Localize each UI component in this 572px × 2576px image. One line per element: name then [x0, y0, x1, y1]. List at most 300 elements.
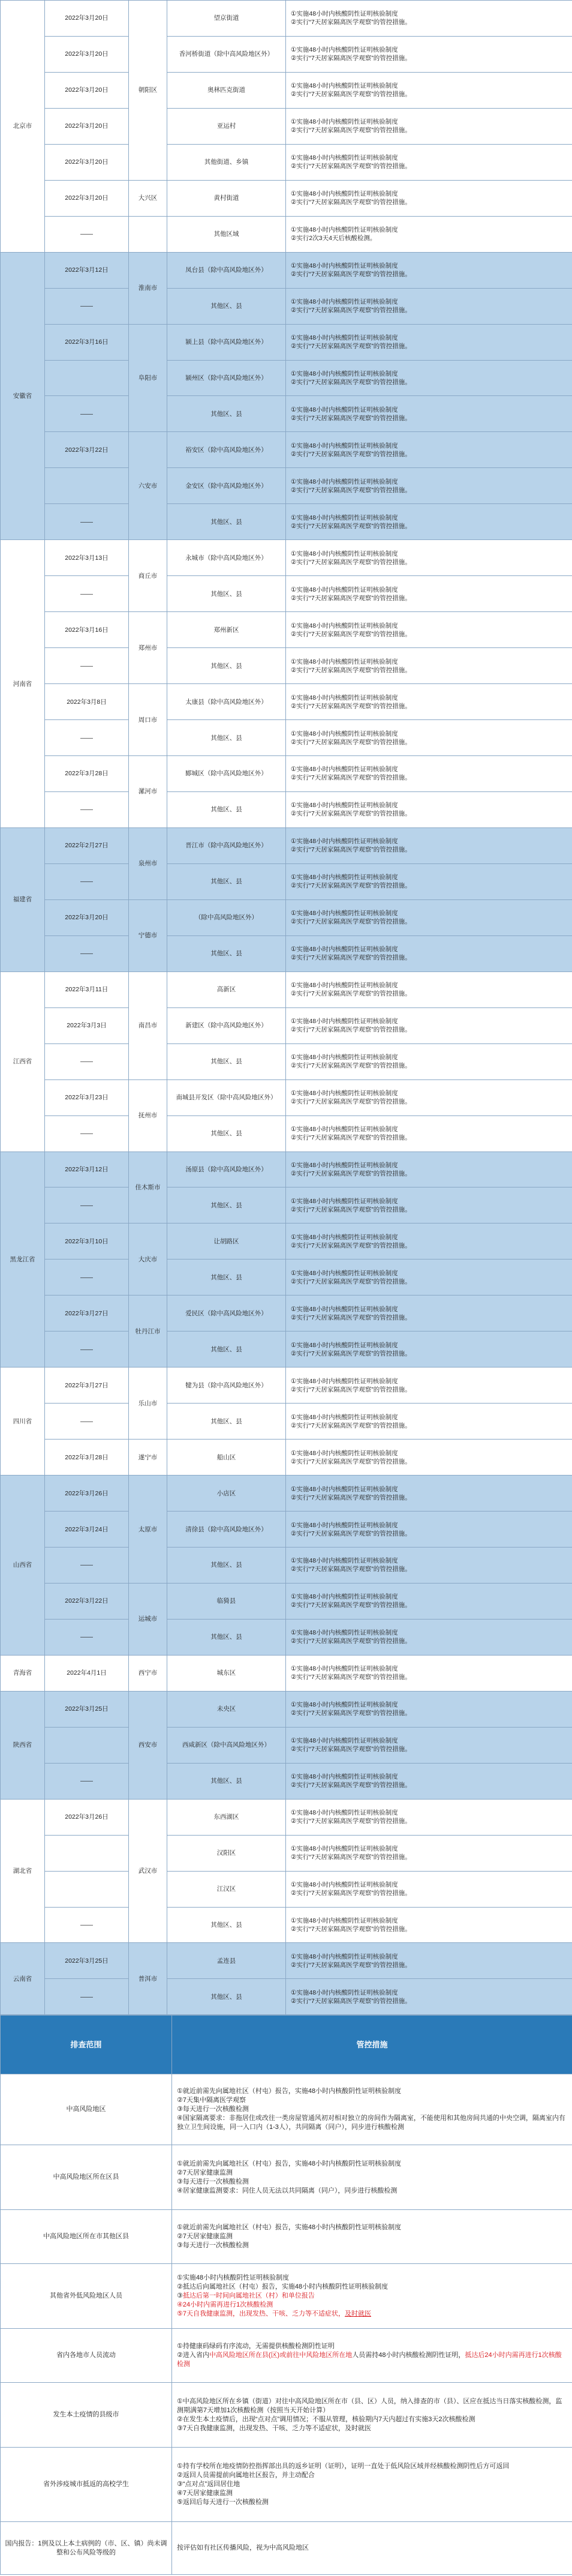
date-cell: —— — [45, 1547, 129, 1583]
date-cell: —— — [45, 1404, 129, 1440]
scope-cell: 发生本土疫情的县级市 — [1, 2383, 172, 2448]
measure-line: ②实行“7天居家隔离医学观察”的管控措施。 — [291, 1997, 411, 2005]
measure-line — [177, 2397, 567, 2415]
table-row — [1, 1835, 572, 1871]
measure-line: ②实行“7天居家隔离医学观察”的管控措施。 — [291, 630, 411, 638]
area-cell: 晋江市（除中高风险地区外） — [167, 827, 286, 863]
area-cell: 西咸新区（除中高风险地区外） — [167, 1727, 286, 1763]
province-cell: 安徽省 — [1, 252, 45, 540]
date-cell: —— — [45, 648, 129, 684]
measure-line: ①实施48小时内核酸阴性证明核验制度 — [291, 1881, 398, 1889]
measure-line: ②实行“7天居家隔离医学观察”的管控措施。 — [291, 486, 411, 494]
measures-cell — [286, 288, 572, 324]
measure-line — [177, 2462, 567, 2471]
measures-cell — [286, 1296, 572, 1332]
measure-line: ①实施48小时内核酸阴性证明核验制度 — [291, 370, 398, 377]
area-cell: 其他区、县 — [167, 863, 286, 899]
date-cell: 2022年4月1日 — [45, 1655, 129, 1691]
city-cell: 西安市 — [129, 1691, 167, 1799]
measure-line: ①实施48小时内核酸阴性证明核验制度 — [291, 1773, 398, 1781]
area-cell: 其他区、县 — [167, 1979, 286, 2015]
measure-line: ②实行“7天居家隔离医学观察”的管控措施。 — [291, 594, 411, 602]
measures-cell — [172, 2329, 572, 2383]
measure-line: ①实施48小时内核酸阴性证明核验制度 — [291, 1341, 398, 1349]
city-cell: 朝阳区 — [129, 1, 167, 181]
area-cell: 其他区、县 — [167, 1187, 286, 1223]
measure-line: ①实施48小时内核酸阴性证明核验制度 — [291, 1629, 398, 1637]
measure-line: ①实施48小时内核酸阴性证明核验制度 — [291, 1233, 398, 1241]
measure-line — [177, 2232, 567, 2241]
measure-text: ④国家隔离要求：非拖居住或改往一类房屋管通风初对相对独立的房间作为隔离室，不能使用和其他房间共通的中央空调，隔离室内有独立卫生间设施，同一入口内（1-3人），共同隔离（同户），同步进行核酸检测 — [177, 2115, 565, 2131]
measure-line: ②实行“7天居家隔离医学观察”的管控措施。 — [291, 666, 411, 674]
table-row — [1, 216, 572, 252]
area-cell: 未央区 — [167, 1691, 286, 1727]
province-cell: 北京市 — [1, 1, 45, 253]
date-cell: 2022年3月20日 — [45, 72, 129, 108]
date-cell: —— — [45, 1115, 129, 1151]
area-cell: 永城市（除中高风险地区外） — [167, 540, 286, 576]
area-cell: 郑州新区 — [167, 612, 286, 648]
date-cell: —— — [45, 1619, 129, 1655]
measure-line: ①实施48小时内核酸阴性证明核验制度 — [291, 406, 398, 413]
measure-line: ②实行“7天居家隔离医学观察”的管控措施。 — [291, 1241, 411, 1249]
date-cell: —— — [45, 216, 129, 252]
measure-line: ②实行“7天居家隔离医学观察”的管控措施。 — [291, 1422, 411, 1429]
city-cell: 阜阳市 — [129, 324, 167, 432]
measure-line: ①实施48小时内核酸阴性证明核验制度 — [291, 1269, 398, 1277]
date-cell — [45, 468, 129, 504]
table-row — [1, 612, 572, 648]
measure-line: ②实行“7天居家隔离医学观察”的管控措施。 — [291, 379, 411, 386]
measure-line: ②实行“7天居家隔离医学观察”的管控措施。 — [291, 199, 411, 206]
measure-line — [177, 2114, 567, 2132]
city-cell: 宁德市 — [129, 899, 167, 971]
measures-cell — [172, 2264, 572, 2329]
measures-cell — [172, 2448, 572, 2522]
table-row — [1, 791, 572, 827]
measure-line — [177, 2471, 567, 2480]
date-cell: 2022年3月27日 — [45, 1368, 129, 1404]
measure-line: ①实施48小时内核酸阴性证明核验制度 — [291, 1018, 398, 1025]
date-cell: 2022年3月28日 — [45, 756, 129, 792]
measure-line: ①实施48小时内核酸阴性证明核验制度 — [291, 1126, 398, 1133]
date-cell: 2022年3月26日 — [45, 1799, 129, 1835]
city-cell: 南昌市 — [129, 971, 167, 1079]
measure-line: ②实行“7天居家隔离医学观察”的管控措施。 — [291, 918, 411, 926]
table-row — [1, 756, 572, 792]
measure-line: ②实行“7天居家隔离医学观察”的管控措施。 — [291, 1638, 411, 1645]
area-cell: 香河桥街道（除中高风险地区外） — [167, 36, 286, 72]
date-cell: 2022年3月20日 — [45, 1, 129, 37]
table-row — [1, 252, 572, 288]
date-cell: 2022年3月11日 — [45, 971, 129, 1007]
measures-cell — [172, 2074, 572, 2145]
measure-line: ①实施48小时内核酸阴性证明核验制度 — [291, 766, 398, 773]
measure-line: ①实施48小时内核酸阴性证明核验制度 — [291, 1557, 398, 1565]
measure-line: ②实行“7天居家隔离医学观察”的管控措施。 — [291, 1674, 411, 1681]
measure-line: ①实施48小时内核酸阴性证明核验制度 — [291, 1953, 398, 1960]
city-cell: 大兴区 — [129, 180, 167, 216]
date-cell: 2022年3月22日 — [45, 1583, 129, 1619]
table-row — [1, 1907, 572, 1943]
date-cell: 2022年3月20日 — [45, 108, 129, 144]
date-cell: —— — [45, 1043, 129, 1079]
table-row — [1, 288, 572, 324]
measure-line: ②实行“7天居家隔离医学观察”的管控措施。 — [291, 1458, 411, 1465]
province-cell: 青海省 — [1, 1655, 45, 1691]
measure-text: ②返回人员需提前向属地社区报告，并主动配合 — [177, 2472, 315, 2479]
table-row — [1, 1763, 572, 1799]
area-cell: 其他区、县 — [167, 1763, 286, 1799]
measure-line — [177, 2415, 567, 2424]
measure-text: 人员需持48小时内核酸检测阴性证明， — [352, 2352, 465, 2359]
measures-cell — [286, 1007, 572, 1043]
measure-line: ②实行“7天居家隔离医学观察”的管控措施。 — [291, 738, 411, 746]
table-row — [1, 1619, 572, 1655]
measures-cell — [286, 36, 572, 72]
table-row — [1, 935, 572, 971]
date-cell: 2022年3月26日 — [45, 1476, 129, 1512]
measure-line — [177, 2241, 567, 2250]
measures-cell — [286, 1583, 572, 1619]
area-cell: 凤台县（除中高风险地区外） — [167, 252, 286, 288]
date-cell: 2022年3月16日 — [45, 612, 129, 648]
measures-cell — [286, 684, 572, 720]
city-cell: 抚州市 — [129, 1079, 167, 1151]
table-row — [1, 1115, 572, 1151]
measure-line: ①实施48小时内核酸阴性证明核验制度 — [291, 838, 398, 845]
measure-line — [177, 2087, 567, 2096]
area-cell: 汉阳区 — [167, 1835, 286, 1871]
measure-line: ②实行“7天居家隔离医学观察”的管控措施。 — [291, 1350, 411, 1357]
area-cell: 孟连县 — [167, 1943, 286, 1979]
measure-text: ②进入省内 — [177, 2352, 209, 2359]
area-cell: 其他区、县 — [167, 396, 286, 432]
measure-line: ②实行“7天居家隔离医学观察”的管控措施。 — [291, 1314, 411, 1321]
date-cell: —— — [45, 935, 129, 971]
measure-line: ②实行“7天居家隔离医学观察”的管控措施。 — [291, 414, 411, 422]
measures-cell — [286, 863, 572, 899]
measure-line: ②实行“7天居家隔离医学观察”的管控措施。 — [291, 1961, 411, 1969]
table-row — [1, 108, 572, 144]
measures-cell — [286, 360, 572, 396]
measure-line: ②实行“7天居家隔离医学观察”的管控措施。 — [291, 990, 411, 998]
measures-cell — [286, 1368, 572, 1404]
area-cell: 汤原县（除中高风险地区外） — [167, 1151, 286, 1187]
table-row — [1, 360, 572, 396]
table-row — [1, 2074, 572, 2145]
table-row — [1, 1943, 572, 1979]
measure-line: ②实行“7天居家隔离医学观察”的管控措施。 — [291, 1566, 411, 1573]
measures-cell — [286, 1476, 572, 1512]
table-row — [1, 576, 572, 612]
city-cell: 周口市 — [129, 684, 167, 756]
measure-text: ②7天居家健康监测 — [177, 2233, 233, 2240]
measure-text: ③“点对点”返回居住地 — [177, 2481, 240, 2488]
measure-line — [177, 2292, 567, 2301]
measure-line — [177, 2223, 567, 2232]
area-cell: 其他区、县 — [167, 1115, 286, 1151]
measures-cell — [286, 108, 572, 144]
date-cell: —— — [45, 504, 129, 540]
area-cell: 其他区、县 — [167, 1547, 286, 1583]
measure-line — [177, 2480, 567, 2489]
measure-line: ②实行“7天居家隔离医学观察”的管控措施。 — [291, 1026, 411, 1034]
measure-line — [177, 2424, 567, 2433]
date-cell: 2022年3月3日 — [45, 1007, 129, 1043]
measure-line: ②实行“7天居家隔离医学观察”的管控措施。 — [291, 702, 411, 710]
date-cell — [45, 1835, 129, 1871]
measures-cell — [286, 216, 572, 252]
measure-text: ④24小时内需再进行1次核酸检测 — [177, 2301, 273, 2308]
scope-cell: 其他省外低风险地区人员 — [1, 2264, 172, 2329]
measure-line: ①实施48小时内核酸阴性证明核验制度 — [291, 478, 398, 485]
measure-line: ②实行“7天居家隔离医学观察”的管控措施。 — [291, 558, 411, 566]
table-row — [1, 1296, 572, 1332]
date-cell: —— — [45, 396, 129, 432]
measure-text: ③每天进行一次核酸检测 — [177, 2178, 249, 2185]
measure-line: ②实行“7天居家隔离医学观察”的管控措施。 — [291, 1854, 411, 1861]
table-row — [1, 1368, 572, 1404]
measures-cell — [286, 72, 572, 108]
measures-cell — [286, 432, 572, 468]
measure-line: ①实施48小时内核酸阴性证明核验制度 — [291, 1989, 398, 1996]
measure-line: ②实行“7天居家隔离医学观察”的管控措施。 — [291, 1602, 411, 1609]
city-cell: 普洱市 — [129, 1943, 167, 2015]
area-cell: 颍州区（除中高风险地区外） — [167, 360, 286, 396]
table-row — [1, 2383, 572, 2448]
measure-line: ①实施48小时内核酸阴性证明核验制度 — [291, 694, 398, 701]
measures-cell — [286, 1763, 572, 1799]
measures-cell — [286, 1655, 572, 1691]
city-cell: 牡丹江市 — [129, 1296, 167, 1368]
measure-line: ①实施48小时内核酸阴性证明核验制度 — [291, 1054, 398, 1061]
screening-measures-table — [0, 2015, 572, 2575]
measure-line: ②实行“7天居家隔离医学观察”的管控措施。 — [291, 450, 411, 458]
table-row — [1, 1979, 572, 2015]
area-cell: 其他区、县 — [167, 1259, 286, 1296]
measure-line: ②实行“7天居家隔离医学观察”的管控措施。 — [291, 882, 411, 890]
date-cell: —— — [45, 1187, 129, 1223]
date-cell: —— — [45, 791, 129, 827]
area-cell: 郾城区（除中高风险地区外） — [167, 756, 286, 792]
measure-line — [177, 2096, 567, 2105]
province-cell: 四川省 — [1, 1368, 45, 1476]
measures-cell — [286, 1440, 572, 1476]
area-cell: 其他区、县 — [167, 935, 286, 971]
table-row — [1, 2329, 572, 2383]
measure-text: ①持有学校所在地疫情防控指挥部出具的返乡证明（证明），证明一直处于低风险区域并经核酸检测阴性后方可返回 — [177, 2463, 510, 2470]
measure-line: ②实行“7天居家隔离医学观察”的管控措施。 — [291, 1818, 411, 1825]
city-cell: 佳木斯市 — [129, 1151, 167, 1223]
measure-text: ②在发生本土疫情后，出现“点对点”调用情况；不服从管理，核验期内7天内超过有实施3天2次核酸检测 — [177, 2415, 475, 2423]
city-cell: 泉州市 — [129, 827, 167, 899]
measure-text: ⑤7天自我健康监测，出现发热、干咳、乏力等不适症状， — [177, 2310, 345, 2317]
area-cell: 其他区、县 — [167, 1404, 286, 1440]
date-cell: 2022年3月28日 — [45, 1440, 129, 1476]
date-cell: 2022年3月13日 — [45, 540, 129, 576]
area-cell: 其他区、县 — [167, 648, 286, 684]
table-row — [1, 72, 572, 108]
area-cell: 黄村街道 — [167, 180, 286, 216]
area-cell: 东西湖区 — [167, 1799, 286, 1835]
measure-line: ②实行“7天居家隔离医学观察”的管控措施。 — [291, 810, 411, 818]
measure-line: ②实行“7天居家隔离医学观察”的管控措施。 — [291, 1494, 411, 1501]
measures-cell — [286, 756, 572, 792]
measure-line: ①实施48小时内核酸阴性证明核验制度 — [291, 1413, 398, 1421]
measure-line: ①实施48小时内核酸阴性证明核验制度 — [291, 1701, 398, 1709]
measure-line — [177, 2342, 567, 2351]
measure-line: ①实施48小时内核酸阴性证明核验制度 — [291, 1377, 398, 1385]
city-cell: 商丘市 — [129, 540, 167, 612]
measure-line — [177, 2160, 567, 2169]
area-cell: 犍为县（除中高风险地区外） — [167, 1368, 286, 1404]
measures-cell — [286, 1223, 572, 1259]
measures-cell — [286, 1691, 572, 1727]
table-row — [1, 1799, 572, 1835]
measure-text: ②7天居家健康监测 — [177, 2169, 233, 2176]
measure-text: 及时就医 — [344, 2310, 371, 2317]
measure-line — [177, 2489, 567, 2498]
date-cell: —— — [45, 863, 129, 899]
table-row — [1, 504, 572, 540]
table-row — [1, 432, 572, 468]
measures-cell — [286, 612, 572, 648]
table-row — [1, 1404, 572, 1440]
city-cell: 郑州市 — [129, 612, 167, 684]
province-cell: 湖北省 — [1, 1799, 45, 1943]
measures-cell — [286, 1187, 572, 1223]
date-cell: 2022年3月27日 — [45, 1296, 129, 1332]
measures-cell — [286, 1259, 572, 1296]
date-cell: 2022年3月12日 — [45, 252, 129, 288]
table-row — [1, 1583, 572, 1619]
measure-text: ⑤返回后每天进行一次核酸检测 — [177, 2499, 269, 2506]
area-cell: （除中高风险地区外） — [167, 899, 286, 935]
table-row — [1, 144, 572, 180]
area-cell: 其他区、县 — [167, 720, 286, 756]
measure-line: ①实施48小时内核酸阴性证明核验制度 — [291, 730, 398, 737]
area-cell: 其他区、县 — [167, 576, 286, 612]
date-cell: 2022年3月20日 — [45, 144, 129, 180]
measure-line: ②实行“7天居家隔离医学观察”的管控措施。 — [291, 846, 411, 854]
table-row — [1, 1655, 572, 1691]
area-cell: 临猗县 — [167, 1583, 286, 1619]
area-cell: 其他区、县 — [167, 1332, 286, 1368]
province-cell: 河南省 — [1, 540, 45, 828]
city-cell: 运城市 — [129, 1583, 167, 1655]
date-cell: —— — [45, 576, 129, 612]
table-row — [1, 1547, 572, 1583]
measures-cell — [286, 144, 572, 180]
measure-line: ①实施48小时内核酸阴性证明核验制度 — [291, 874, 398, 881]
measure-text: ②7天集中隔离医学观察 — [177, 2097, 246, 2104]
table-row — [1, 1259, 572, 1296]
measure-line: ②实行“7天居家隔离医学观察”的管控措施。 — [291, 1530, 411, 1537]
area-cell: 裕安区（除中高风险地区外） — [167, 432, 286, 468]
measures-cell — [286, 396, 572, 432]
table-row — [1, 648, 572, 684]
measure-line — [177, 2274, 567, 2283]
measures-cell — [286, 1151, 572, 1187]
date-cell: 2022年3月16日 — [45, 324, 129, 360]
header-scope: 排查范围 — [1, 2016, 172, 2074]
measure-line: ①实施48小时内核酸阴性证明核验制度 — [291, 1090, 398, 1097]
area-cell: 其他区、县 — [167, 1907, 286, 1943]
date-cell: 2022年3月25日 — [45, 1943, 129, 1979]
table-row — [1, 540, 572, 576]
scope-cell: 中高风险地区 — [1, 2074, 172, 2145]
measure-line: ①实施48小时内核酸阴性证明核验制度 — [291, 154, 398, 162]
measure-line — [177, 2178, 567, 2187]
scope-cell: 省外涉疫城市抵返的高校学生 — [1, 2448, 172, 2522]
date-cell: 2022年3月10日 — [45, 1223, 129, 1259]
measure-line: ②实行“7天居家隔离医学观察”的管控措施。 — [291, 1386, 411, 1393]
table-row — [1, 1476, 572, 1512]
measures-cell — [286, 1404, 572, 1440]
measure-line: ②实行“7天居家隔离医学观察”的管控措施。 — [291, 774, 411, 782]
measures-cell — [172, 2383, 572, 2448]
measure-text: ②抵达后向属地社区（村屯）报告，实施48小时内核酸阴性证明核验制度 — [177, 2283, 389, 2290]
measure-line: ①实施48小时内核酸阴性证明核验制度 — [291, 1809, 398, 1817]
measures-cell — [286, 324, 572, 360]
measure-line: ②实行“7天居家隔离医学观察”的管控措施。 — [291, 55, 411, 62]
measure-line — [177, 2351, 567, 2369]
measure-line: ①实施48小时内核酸阴性证明核验制度 — [291, 1161, 398, 1169]
measures-cell — [286, 648, 572, 684]
measure-line: ①实施48小时内核酸阴性证明核验制度 — [291, 1917, 398, 1924]
table-row — [1, 1440, 572, 1476]
date-cell: —— — [45, 1259, 129, 1296]
table-row — [1, 1727, 572, 1763]
measures-cell — [286, 252, 572, 288]
area-cell: 望京街道 — [167, 1, 286, 37]
measure-line: ①实施48小时内核酸阴性证明核验制度 — [291, 550, 398, 557]
date-cell: 2022年3月12日 — [45, 1151, 129, 1187]
measure-line: ①实施48小时内核酸阴性证明核验制度 — [291, 1485, 398, 1493]
measures-cell — [286, 1512, 572, 1548]
measure-line: ①实施48小时内核酸阴性证明核验制度 — [291, 586, 398, 593]
measure-line: ①实施48小时内核酸阴性证明核验制度 — [291, 262, 398, 270]
area-cell: 南城县开发区（除中高风险地区外） — [167, 1079, 286, 1115]
date-cell: 2022年3月23日 — [45, 1079, 129, 1115]
measure-line: ②实行“7天居家隔离医学观察”的管控措施。 — [291, 1746, 411, 1753]
table-row — [1, 1007, 572, 1043]
measures-cell — [286, 971, 572, 1007]
measure-line: ②实行“7天居家隔离医学观察”的管控措施。 — [291, 1169, 411, 1177]
measure-line: ①实施48小时内核酸阴性证明核验制度 — [291, 1449, 398, 1457]
table-row — [1, 1691, 572, 1727]
measures-cell — [286, 899, 572, 935]
table-row — [1, 2448, 572, 2522]
measure-text: 抵达后第一时间向属地社区（村）和单位报告 — [182, 2292, 315, 2299]
table-row — [1, 2264, 572, 2329]
measure-line: ①实施48小时内核酸阴性证明核验制度 — [291, 1737, 398, 1745]
measure-line: ②实行“7天居家隔离医学观察”的管控措施。 — [291, 1710, 411, 1717]
measures-cell — [286, 791, 572, 827]
table-row — [1, 1871, 572, 1907]
measure-line: ①实施48小时内核酸阴性证明核验制度 — [291, 514, 398, 521]
city-cell: 淮南市 — [129, 252, 167, 324]
date-cell: —— — [45, 1979, 129, 2015]
measures-cell — [286, 504, 572, 540]
table-row — [1, 2522, 572, 2575]
measures-cell — [286, 1043, 572, 1079]
measures-cell — [286, 576, 572, 612]
measure-line — [177, 2105, 567, 2114]
table-row — [1, 1332, 572, 1368]
measures-cell — [286, 1727, 572, 1763]
